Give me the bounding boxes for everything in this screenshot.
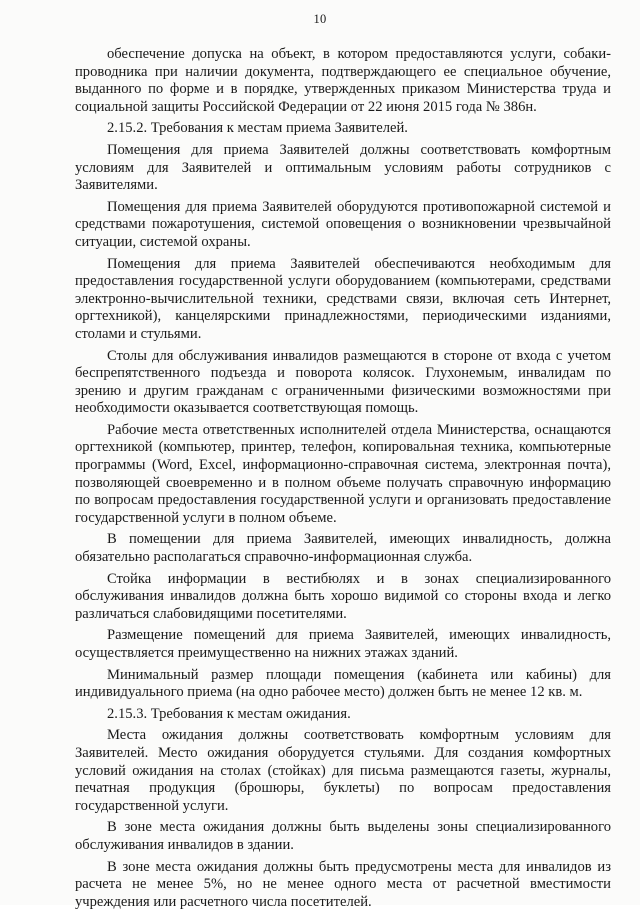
- paragraph-waiting-zones: В зоне места ожидания должны быть выделены зоны специализированного обслуживания инвалидов в здании.: [75, 819, 611, 853]
- paragraph-guide-dog-access: обеспечение допуска на объект, в котором предоставляются услуги, собаки-проводника при наличии документа, подтверждающего ее специальное обучение, выданного по форме и в порядке, утвержденных приказом Министерства труда и социальной защиты Российской Федерации от 22 июня 2015 года № 386н.: [75, 46, 611, 115]
- page-number: 10: [313, 12, 327, 26]
- section-heading-2-15-2: 2.15.2. Требования к местам приема Заявителей.: [107, 120, 408, 137]
- paragraph-waiting-places: Места ожидания должны соответствовать комфортным условиям для Заявителей. Место ожидания оборудуется стульями. Для создания комфортных условий ожидания на столах (стойках) для письма размещаются газеты, журналы, печатная продукция (брошюры, буклеты) по вопросам предоставления государственной услуги.: [75, 727, 611, 814]
- paragraph-info-service: В помещении для приема Заявителей, имеющих инвалидность, должна обязательно располагаться справочно-информационная служба.: [75, 531, 611, 566]
- paragraph-info-desk: Стойка информации в вестибюлях и в зонах специализированного обслуживания инвалидов должна быть хорошо видимой со стороны входа и легко различаться слабовидящими посетителями.: [75, 570, 611, 622]
- section-heading-2-15-3: 2.15.3. Требования к местам ожидания.: [107, 705, 351, 722]
- paragraph-min-area: Минимальный размер площади помещения (кабинета или кабины) для индивидуального приема (на одно рабочее место) должен быть не менее 12 кв. м.: [75, 666, 611, 701]
- document-body: [75, 46, 611, 915]
- paragraph-disabled-seats: В зоне места ожидания должны быть предусмотрены места для инвалидов из расчета не менее 5%, но не менее одного места от расчетной вместимости учреждения или расчетного числа посетителей.: [75, 858, 611, 910]
- paragraph-lower-floors: Размещение помещений для приема Заявителей, имеющих инвалидность, осуществляется преимущественно на нижних этажах зданий.: [75, 627, 611, 661]
- paragraph-tables-disabled: Столы для обслуживания инвалидов размещаются в стороне от входа с учетом беспрепятственного подъезда и поворота колясок. Глухонемым, инвалидам по зрению и другим гражданам с ограниченными физическими возможностями при необходимости оказывается соответствующая помощь.: [75, 347, 611, 417]
- paragraph-equipment: Помещения для приема Заявителей обеспечиваются необходимым для предоставления государственной услуги оборудованием (компьютерами, средствами электронно-вычислительной техники, средствами связи, включая сеть Интернет, оргтехникой), канцелярскими принадлежностями, периодическими изданиями, столами и стульями.: [75, 255, 611, 342]
- paragraph-fire-safety: Помещения для приема Заявителей оборудуются противопожарной системой и средствами пожаротушения, системой оповещения о возникновении чрезвычайной ситуации, системой охраны.: [75, 198, 611, 250]
- paragraph-workplaces: Рабочие места ответственных исполнителей отдела Министерства, оснащаются оргтехникой (компьютер, принтер, телефон, копировальная техника, компьютерные программы (Word, Excel, информационно-справочная система, электронная почта), позволяющей своевременно и в полном объеме получать справочную информацию по вопросам предоставления государственной услуги и организовать предоставление государственной услуги в полном объеме.: [75, 421, 611, 526]
- paragraph-reception-comfort: Помещения для приема Заявителей должны соответствовать комфортным условиям для Заявителей и оптимальным условиям работы сотрудников с Заявителями.: [75, 141, 611, 194]
